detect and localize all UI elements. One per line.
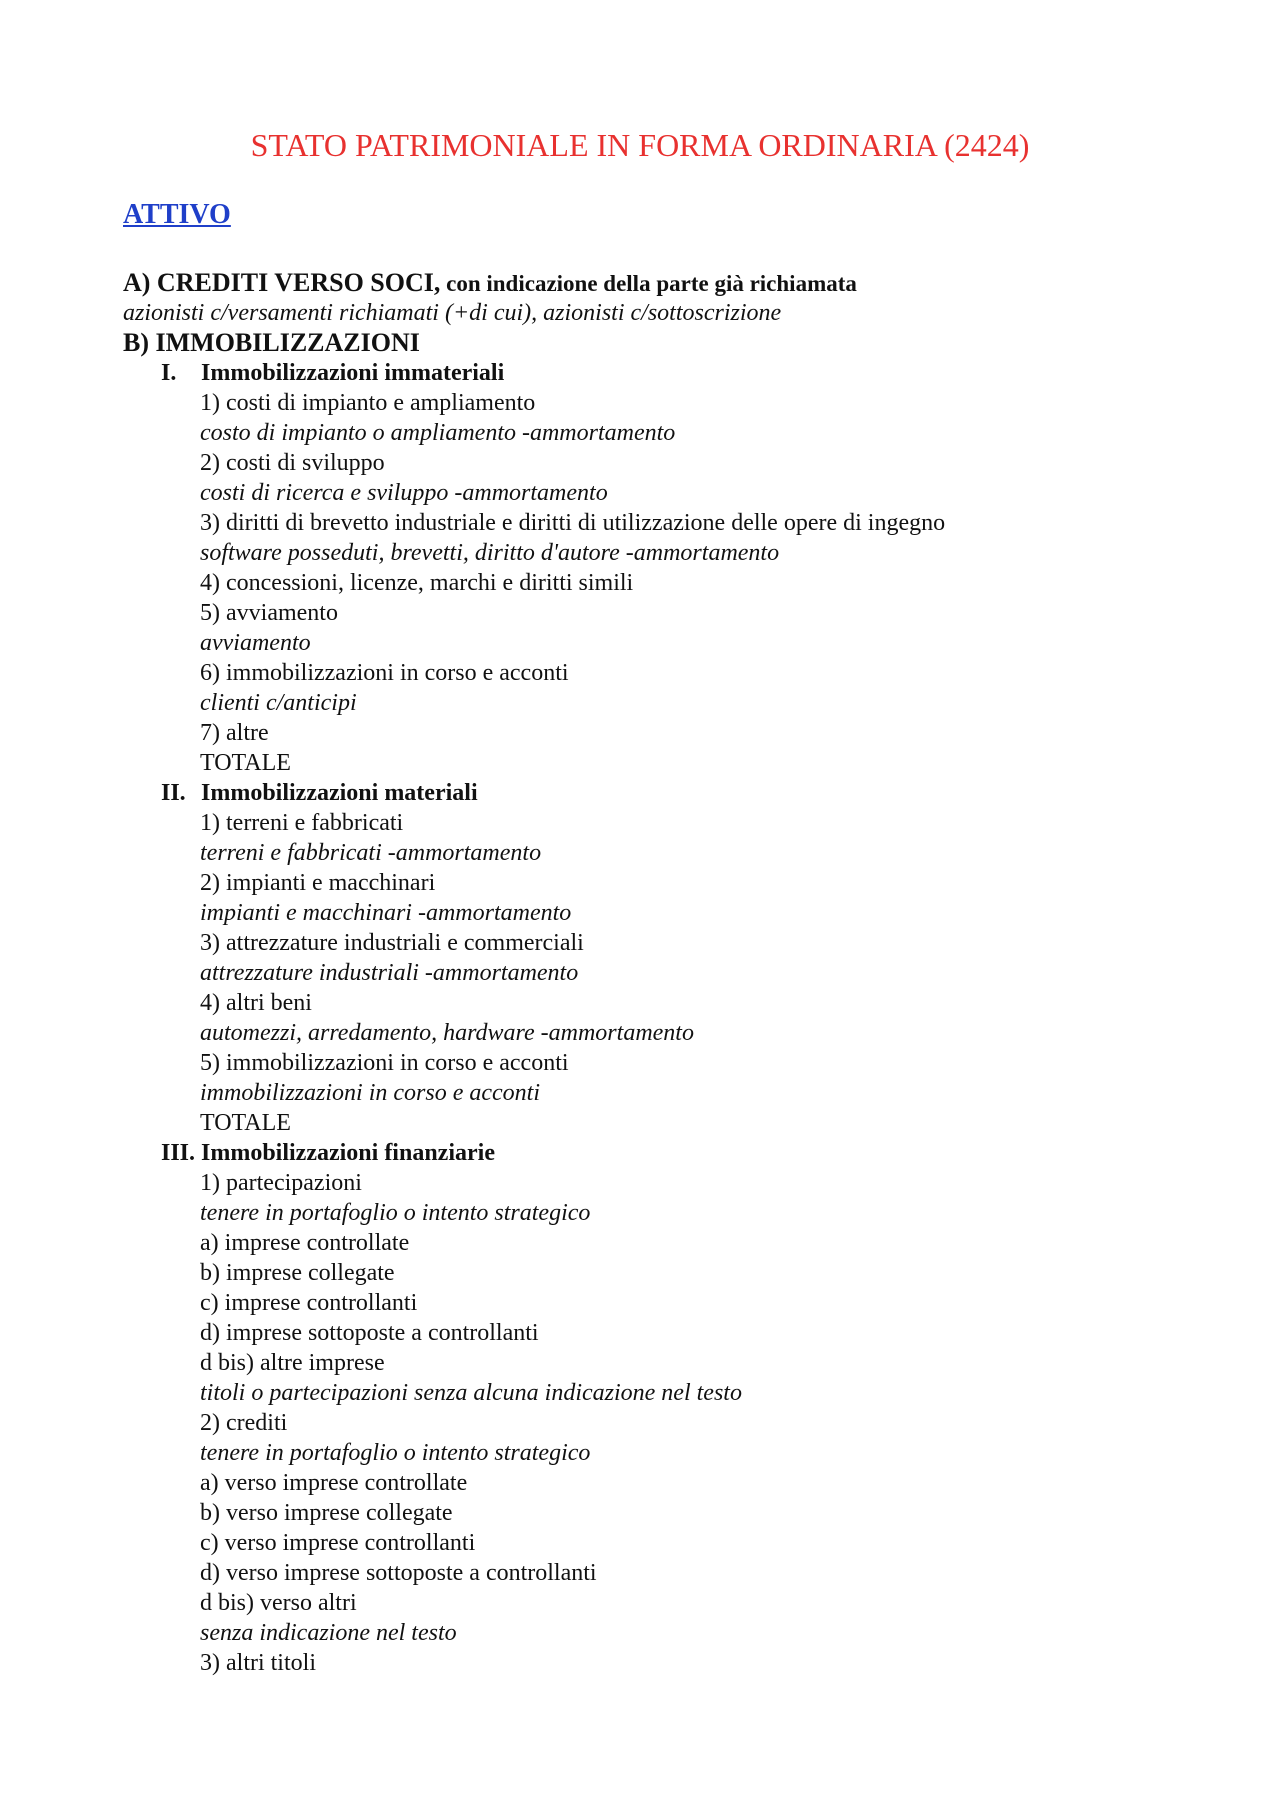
account-item: 1) terreni e fabbricati (200, 810, 404, 836)
account-item: 5) avviamento (200, 600, 338, 626)
account-note: attrezzature industriali -ammortamento (200, 960, 579, 986)
account-item: c) imprese controllanti (200, 1290, 418, 1316)
account-item: 3) diritti di brevetto industriale e diritti di utilizzazione delle opere di ingegno (200, 510, 946, 536)
group-title: Immobilizzazioni materiali (201, 780, 478, 806)
account-item: 7) altre (200, 720, 269, 746)
account-item: 4) altri beni (200, 990, 312, 1016)
account-item: 1) partecipazioni (200, 1170, 362, 1196)
account-note: immobilizzazioni in corso e acconti (200, 1080, 540, 1106)
account-item: 2) impianti e macchinari (200, 870, 436, 896)
account-item: 5) immobilizzazioni in corso e acconti (200, 1050, 569, 1076)
group-heading (123, 1138, 1203, 1168)
account-note: clienti c/anticipi (200, 690, 357, 716)
account-note: automezzi, arredamento, hardware -ammortamento (200, 1020, 694, 1046)
account-item: d) verso imprese sottoposte a controllanti (200, 1560, 597, 1586)
account-note: tenere in portafoglio o intento strategico (200, 1440, 591, 1466)
account-item: a) imprese controllate (200, 1230, 410, 1256)
account-note: titoli o partecipazioni senza alcuna indicazione nel testo (200, 1380, 742, 1406)
account-note: costo di impianto o ampliamento -ammortamento (200, 420, 676, 446)
section-b-heading: B) IMMOBILIZZAZIONI (123, 328, 420, 357)
account-item: 2) costi di sviluppo (200, 450, 385, 476)
account-note: terreni e fabbricati -ammortamento (200, 840, 542, 866)
section-a-heading (123, 268, 1203, 298)
account-item: d bis) verso altri (200, 1590, 357, 1616)
account-note: tenere in portafoglio o intento strategico (200, 1200, 591, 1226)
group-numeral: I. (161, 360, 177, 386)
account-note: senza indicazione nel testo (200, 1620, 457, 1646)
account-item: a) verso imprese controllate (200, 1470, 468, 1496)
account-item: 3) attrezzature industriali e commerciali (200, 930, 584, 956)
account-item: c) verso imprese controllanti (200, 1530, 476, 1556)
account-note: avviamento (200, 630, 311, 656)
attivo-heading[interactable]: ATTIVO (123, 199, 231, 230)
group-title: Immobilizzazioni finanziarie (201, 1140, 495, 1166)
section-a-label: A) CREDITI VERSO SOCI, (123, 268, 441, 297)
account-note: software posseduti, brevetti, diritto d'autore -ammortamento (200, 540, 780, 566)
account-item: b) imprese collegate (200, 1260, 395, 1286)
account-item: 2) crediti (200, 1410, 288, 1436)
account-item: d) imprese sottoposte a controllanti (200, 1320, 539, 1346)
page-title: STATO PATRIMONIALE IN FORMA ORDINARIA (2424) (250, 127, 1030, 163)
document-body (123, 268, 1203, 1678)
group-title: Immobilizzazioni immateriali (201, 360, 505, 386)
account-item: 6) immobilizzazioni in corso e acconti (200, 660, 569, 686)
section-a-suffix: con indicazione della parte già richiamata (440, 271, 857, 296)
account-item: TOTALE (200, 1110, 291, 1136)
account-item: b) verso imprese collegate (200, 1500, 453, 1526)
group-numeral: II. (161, 780, 186, 806)
account-item: 4) concessioni, licenze, marchi e diritti simili (200, 570, 634, 596)
section-a-note: azionisti c/versamenti richiamati (+di cui), azionisti c/sottoscrizione (123, 300, 782, 326)
group-heading (123, 778, 1203, 808)
group-heading (123, 358, 1203, 388)
account-item: 1) costi di impianto e ampliamento (200, 390, 536, 416)
account-note: impianti e macchinari -ammortamento (200, 900, 572, 926)
account-item: 3) altri titoli (200, 1650, 316, 1676)
account-item: TOTALE (200, 750, 291, 776)
group-numeral: III. (161, 1140, 196, 1166)
account-item: d bis) altre imprese (200, 1350, 385, 1376)
section-b-groups (123, 358, 1203, 1678)
account-note: costi di ricerca e sviluppo -ammortamento (200, 480, 608, 506)
